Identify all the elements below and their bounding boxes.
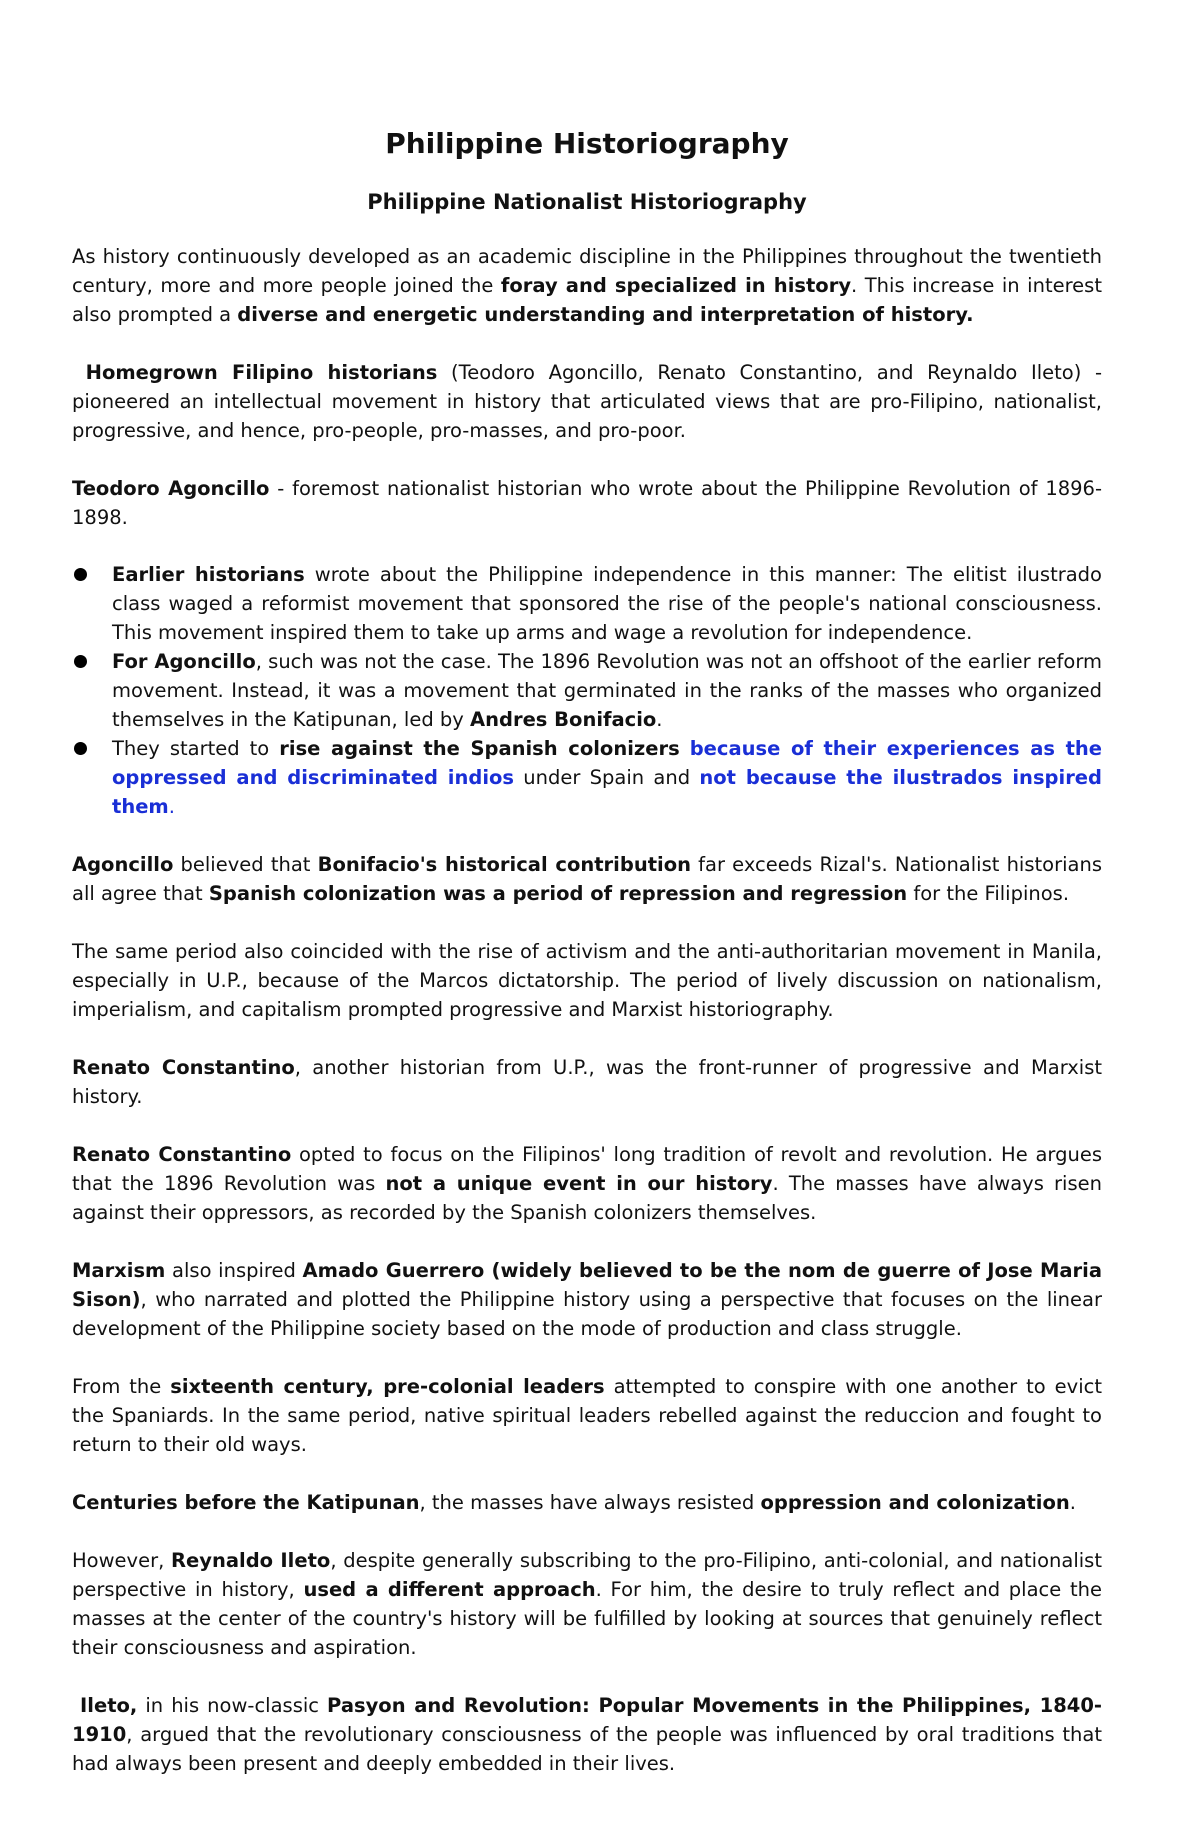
bold-text-run: not because the ilustrados inspired them [112, 766, 1109, 818]
document-title: Philippine Historiography [385, 127, 789, 160]
text-run: , another historian from U.P., was the front-runner of progressive and Marxist history. [72, 1056, 1109, 1108]
paragraph [72, 1691, 1109, 1778]
text-run: , despite generally subscribing to the pro-Filipino, anti-colonial, and nationalist perspective in history, [72, 1549, 1109, 1601]
text-run [72, 361, 86, 384]
bold-text-run: Andres Bonifacio [470, 708, 657, 731]
paragraph [72, 242, 1109, 329]
text-run: . This increase in interest also prompted a [72, 274, 1109, 326]
text-run: believed that [173, 853, 318, 876]
body-section [72, 850, 1109, 1778]
bullet-item [72, 647, 1109, 734]
text-run: far exceeds Rizal's. Nationalist historians all agree that [72, 853, 1109, 905]
bold-text-run: used a different approach [303, 1578, 596, 1601]
text-run: wrote about the Philippine independence in this manner: The elitist ilustrado class waged a reformist movement that sponsored the rise of the people's national consciousness. This movement inspired them to take up arms and wage a revolution for independence. [112, 563, 1109, 644]
bold-text-run: Centuries before the Katipunan [72, 1491, 420, 1514]
text-run: under Spain and [514, 766, 700, 789]
text-run: also inspired [165, 1259, 303, 1282]
text-run: , who narrated and plotted the Philippine history using a perspective that focuses on the linear development of the Philippine society based on the mode of production and class struggle. [72, 1288, 1109, 1340]
text-run [72, 1694, 80, 1717]
text-run: (Teodoro Agoncillo, Renato Constantino, and Reynaldo Ileto) - pioneered an intellectual movement in history that articulated views that are pro-Filipino, nationalist, progressive, and hence, pro-people, pro-masses, and pro-poor. [72, 361, 1109, 442]
bullet-item [72, 734, 1109, 821]
text-run: - foremost nationalist historian who wrote about the Philippine Revolution of 1896-1898. [72, 477, 1102, 529]
bullet-dot-icon [74, 742, 87, 755]
document-subtitle: Philippine Nationalist Historiography [367, 190, 807, 214]
text-run: . [1069, 1491, 1076, 1514]
paragraph [72, 1372, 1109, 1459]
text-run: . [656, 708, 663, 731]
paragraph [72, 1140, 1109, 1227]
bold-text-run: rise against the Spanish colonizers [279, 737, 680, 760]
bold-text-run: Agoncillo [72, 853, 174, 876]
intro-section [72, 242, 1109, 532]
text-run: . [168, 795, 175, 818]
paragraph [72, 358, 1109, 445]
bold-text-run: oppression and colonization [760, 1491, 1070, 1514]
bold-text-run: not a unique event in our history [385, 1172, 773, 1195]
bold-text-run: Renato Constantino [72, 1143, 292, 1166]
bold-text-run: Pasyon and Revolution: Popular Movements in the Philippines, 1840-1910 [72, 1694, 1103, 1746]
text-run: . For him, the desire to truly reflect and place the masses at the center of the country's history will be fulfilled by looking at sources that genuinely reflect their consciousness and aspiration. [72, 1578, 1109, 1659]
text-run [680, 737, 690, 760]
text-run: attempted to conspire with one another to evict the Spaniards. In the same period, native spiritual leaders rebelled against the reduccion and fought to return to their old ways. [72, 1375, 1109, 1456]
paragraph [72, 937, 1109, 1024]
bold-text-run: Bonifacio's historical contribution [317, 853, 691, 876]
paragraph [72, 1546, 1109, 1662]
text-run: in his now-classic [137, 1694, 328, 1717]
bold-text-run: Marxism [72, 1259, 166, 1282]
text-run: opted to focus on the Filipinos' long tradition of revolt and revolution. He argues that the 1896 Revolution was [72, 1143, 1109, 1195]
paragraph [72, 1053, 1109, 1111]
bold-text-run: sixteenth century, pre-colonial leaders [170, 1375, 605, 1398]
bullet-list [72, 560, 1109, 821]
paragraph [72, 474, 1102, 532]
bold-text-run: For Agoncillo [112, 650, 256, 673]
text-run: As history continuously developed as an academic discipline in the Philippines throughout the twentieth century, more and more people joined the [72, 245, 1109, 297]
bold-text-run: foray and specialized in history [500, 274, 852, 297]
text-run: , such was not the case. The 1896 Revolution was not an offshoot of the earlier reform movement. Instead, it was a movement that germinated in the ranks of the masses who organized themselves in the Katipunan, led by [112, 650, 1109, 731]
bold-text-run: Teodoro Agoncillo [72, 477, 270, 500]
bold-text-run: Earlier historians [112, 563, 305, 586]
paragraph [72, 850, 1109, 908]
bold-text-run: because of their experiences as the oppressed and discriminated indios [112, 737, 1109, 789]
bullet-dot-icon [74, 568, 87, 581]
bold-text-run: Reynaldo Ileto [171, 1549, 331, 1572]
text-run: , the masses have always resisted [419, 1491, 761, 1514]
bold-text-run: Spanish colonization was a period of repression and regression [208, 882, 908, 905]
text-run: The same period also coincided with the rise of activism and the anti-authoritarian movement in Manila, especially in U.P., because of the Marcos dictatorship. The period of lively discussion on nationalism, imperialism, and capitalism prompted progressive and Marxist historiography. [72, 940, 1109, 1021]
paragraph [72, 1256, 1109, 1343]
bold-text-run: Ileto, [80, 1694, 138, 1717]
bold-text-run: Amado Guerrero (widely believed to be the nom de guerre of Jose Maria Sison) [72, 1259, 1109, 1311]
text-run: They started to [112, 737, 280, 760]
bullet-item [72, 560, 1109, 647]
text-run: , argued that the revolutionary consciousness of the people was influenced by oral traditions that had always been present and deeply embedded in their lives. [72, 1723, 1109, 1775]
text-run: . The masses have always risen against their oppressors, as recorded by the Spanish colonizers themselves. [72, 1172, 1109, 1224]
bold-text-run: diverse and energetic understanding and interpretation of history. [237, 303, 974, 326]
text-run: for the Filipinos. [907, 882, 1070, 905]
text-run: From the [72, 1375, 171, 1398]
text-run: However, [72, 1549, 172, 1572]
bold-text-run: Homegrown Filipino historians [85, 361, 438, 384]
bold-text-run: Renato Constantino [72, 1056, 295, 1079]
paragraph [72, 1488, 1102, 1517]
bullet-dot-icon [74, 655, 87, 668]
